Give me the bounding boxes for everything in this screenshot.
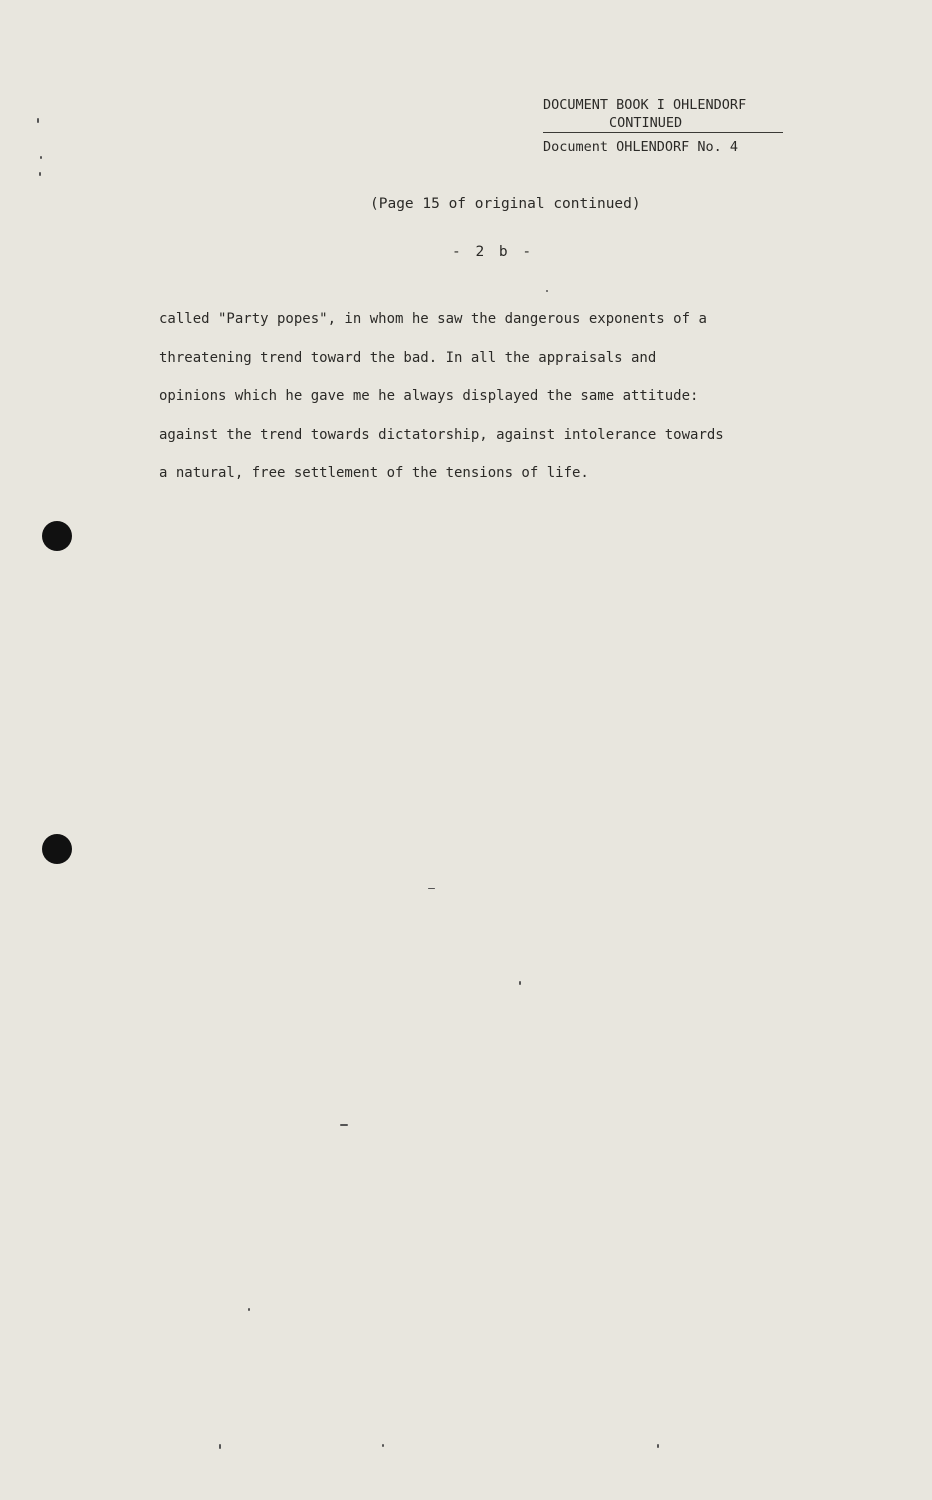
body-line: opinions which he gave me he always displayed the same attitude: — [159, 388, 699, 404]
paper-speck — [546, 290, 548, 292]
paper-speck — [382, 1444, 384, 1447]
page-number: - 2 b - — [452, 244, 535, 260]
document-header — [543, 96, 793, 155]
paper-speck — [40, 156, 42, 159]
header-continued: CONTINUED — [543, 114, 783, 133]
body-text — [159, 300, 819, 493]
paper-speck — [39, 172, 41, 176]
paper-speck — [657, 1444, 659, 1448]
body-line: threatening trend toward the bad. In all the appraisals and — [159, 349, 657, 366]
paper-speck — [37, 118, 39, 123]
body-line: against the trend towards dictatorship, against intolerance towards — [159, 426, 724, 443]
paper-speck — [428, 888, 435, 889]
paper-speck — [219, 1444, 221, 1449]
punch-hole-bottom — [42, 834, 72, 864]
paper-speck — [519, 981, 521, 985]
paper-speck — [340, 1124, 348, 1126]
punch-hole-top — [42, 521, 72, 551]
body-line: called "Party popes", in whom he saw the dangerous exponents of a — [159, 311, 707, 327]
header-document-number: Document OHLENDORF No. 4 — [543, 139, 739, 155]
paper-speck — [248, 1308, 250, 1311]
page-reference: (Page 15 of original continued) — [370, 196, 641, 212]
body-line: a natural, free settlement of the tensions of life. — [159, 465, 589, 481]
header-document-book: DOCUMENT BOOK I OHLENDORF — [543, 97, 747, 113]
